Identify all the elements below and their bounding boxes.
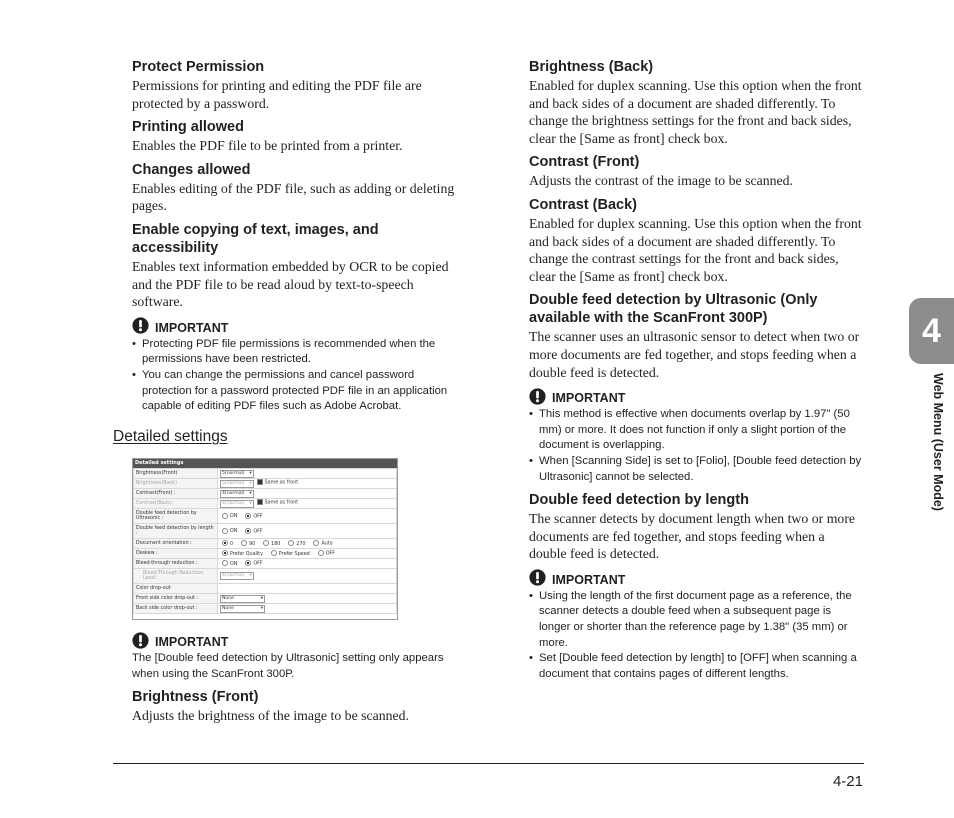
- important-note-4: [529, 569, 864, 683]
- section-changes-allowed: [132, 161, 466, 215]
- section-dfd-ultrasonic: [529, 291, 864, 381]
- section-enable-copying: [132, 221, 466, 311]
- important-icon: [132, 632, 149, 649]
- important-list: [132, 337, 466, 415]
- radio-label: 0: [230, 541, 234, 547]
- list-item: • This method is effective when documents overlap by 1.97" (50 mm) or more. It does not function if only a slight portion of the document is overlapping.: [529, 407, 864, 454]
- row-label: Bleed-through reduction :: [134, 559, 218, 569]
- text-printing-allowed: Enables the PDF file to be printed from a printer.: [132, 138, 403, 154]
- list-item: • When [Scanning Side] is set to [Folio], [Double feed detection by Ultrasonic] cannot be selected.: [529, 454, 864, 485]
- table-row: [134, 549, 397, 559]
- same-as-front-checkbox[interactable]: [257, 499, 263, 505]
- checkbox-label: Same as front: [264, 480, 299, 486]
- list-item: • Using the length of the first document page as a reference, the scanner detects a double feed when a subsequent page is longer or shorter than the reference page by 1.38" (35 mm) or more.: [529, 589, 864, 651]
- section-printing-allowed: [132, 118, 466, 155]
- heading-contrast-back: Contrast (Back): [529, 196, 637, 213]
- radio-label: 270: [296, 541, 306, 547]
- section-contrast-back: [529, 196, 864, 285]
- list-item: • Set [Double feed detection by length] to [OFF] when scanning a document that contains pages of different lengths.: [529, 651, 864, 682]
- brightness-back-select[interactable]: 5(normal) ▾: [220, 480, 254, 488]
- chapter-number: 4: [922, 311, 941, 350]
- important-label: IMPORTANT: [552, 572, 626, 587]
- heading-brightness-front: Brightness (Front): [132, 689, 259, 706]
- text-contrast-front: Adjusts the contrast of the image to be scanned.: [529, 173, 793, 189]
- radio-off[interactable]: [245, 513, 251, 519]
- radio-label: Auto: [321, 541, 333, 547]
- text-dfd-ultrasonic: The scanner uses an ultrasonic sensor to detect when two or more documents are fed together, and stops feeding when a double feed is detected.: [529, 329, 860, 380]
- right-column: [529, 58, 864, 682]
- radio-deskew-off[interactable]: [318, 550, 324, 556]
- text-dfd-length: The scanner detects by document length when two or more documents are fed together, and stops feeding when a double feed is detected.: [529, 511, 856, 562]
- detailed-settings-heading: Detailed settings: [113, 428, 228, 445]
- row-label: Contrast(Front) :: [134, 489, 218, 499]
- section-contrast-front: [529, 153, 864, 190]
- radio-label: OFF: [253, 529, 263, 535]
- heading-brightness-back: Brightness (Back): [529, 59, 654, 75]
- settings-table: [133, 468, 397, 614]
- radio-label: OFF: [253, 561, 263, 567]
- heading-contrast-front: Contrast (Front): [529, 154, 640, 171]
- table-row: [134, 524, 397, 539]
- radio-label: Prefer Speed: [278, 551, 310, 557]
- contrast-front-select[interactable]: 4(normal) ▾: [220, 490, 254, 498]
- table-row: [134, 509, 397, 524]
- radio-label: ON: [230, 514, 238, 520]
- section-dfd-length: [529, 491, 864, 563]
- important-label: IMPORTANT: [155, 635, 229, 649]
- screenshot-title: Detailed settings: [133, 459, 397, 468]
- contrast-back-select[interactable]: 4(normal) ▾: [220, 500, 254, 508]
- left-column-lower: [132, 631, 466, 731]
- important-icon: [529, 388, 546, 405]
- chapter-tab: [909, 298, 954, 364]
- important-icon: [529, 569, 546, 586]
- radio-prefer-quality[interactable]: [222, 550, 228, 556]
- radio-on[interactable]: [222, 513, 228, 519]
- table-row: [134, 469, 397, 479]
- important-text: The [Double feed detection by Ultrasonic] setting only appears when using the ScanFront 300P.: [132, 652, 444, 680]
- important-note-2: [132, 631, 466, 682]
- important-list: [529, 407, 864, 485]
- table-row: [134, 604, 397, 614]
- row-label: Contrast(Back): [134, 499, 218, 509]
- heading-dfd-ultrasonic: Double feed detection by Ultrasonic (Only available with the ScanFront 300P): [529, 292, 818, 327]
- table-row: [134, 594, 397, 604]
- important-label: IMPORTANT: [155, 320, 229, 335]
- table-row: [134, 499, 397, 509]
- list-item: • Protecting PDF file permissions is recommended when the permissions have been restricted.: [132, 337, 466, 368]
- radio-label: ON: [230, 561, 238, 567]
- radio-90[interactable]: [241, 540, 247, 546]
- radio-off[interactable]: [245, 560, 251, 566]
- radio-label: Prefer Quality: [230, 551, 263, 557]
- table-row: [134, 479, 397, 489]
- radio-auto[interactable]: [313, 540, 319, 546]
- radio-label: OFF: [325, 551, 336, 557]
- radio-off[interactable]: [245, 528, 251, 534]
- row-label: Double feed detection by Ultrasonic :: [134, 509, 218, 524]
- left-column: [132, 58, 466, 415]
- front-dropout-select[interactable]: None ▾: [220, 595, 265, 603]
- radio-label: ON: [230, 529, 238, 535]
- table-row: [134, 539, 397, 549]
- bleed-level-select[interactable]: 4(normal) ▾: [220, 572, 254, 580]
- radio-on[interactable]: [222, 560, 228, 566]
- table-row: [134, 489, 397, 499]
- row-label: Double feed detection by length :: [134, 524, 218, 539]
- brightness-front-select[interactable]: 5(normal) ▾: [220, 470, 254, 478]
- row-label: Document orientation :: [134, 539, 218, 549]
- text-changes-allowed: Enables editing of the PDF file, such as adding or deleting pages.: [132, 180, 455, 214]
- text-brightness-back: Enabled for duplex scanning. Use this option when the front and back sides of a document are shaded differently. To change the brightness settings for the front and back sides, clear the [Same as front] check box.: [529, 78, 862, 146]
- row-label: Bleed-Through Reduction Level :: [134, 569, 218, 584]
- heading-enable-copying: Enable copying of text, images, and accessibility: [132, 221, 379, 256]
- side-title: Web Menu (User Mode): [931, 373, 945, 511]
- table-row: [134, 569, 397, 584]
- checkbox-label: Same as front: [264, 500, 299, 506]
- list-item: • You can change the permissions and cancel password protection for a password protected PDF file in an application capable of editing PDF files such as Adobe Acrobat.: [132, 368, 466, 415]
- same-as-front-checkbox[interactable]: [257, 479, 263, 485]
- heading-dfd-length: Double feed detection by length: [529, 492, 749, 509]
- table-row: [134, 559, 397, 569]
- heading-printing-allowed: Printing allowed: [132, 119, 244, 136]
- section-brightness-back: [529, 58, 864, 147]
- radio-prefer-speed[interactable]: [271, 550, 277, 556]
- heading-changes-allowed: Changes allowed: [132, 161, 251, 178]
- text-protect-permission: Permissions for printing and editing the PDF file are protected by a password.: [132, 78, 422, 111]
- radio-270[interactable]: [288, 540, 294, 546]
- row-label: Brightness(Front): [134, 469, 218, 479]
- footer-divider: [113, 763, 864, 764]
- radio-0[interactable]: [222, 540, 228, 546]
- radio-label: 90: [249, 541, 256, 547]
- radio-label: OFF: [253, 514, 263, 520]
- important-list: [529, 589, 864, 683]
- heading-protect-permission: Protect Permission: [132, 59, 265, 75]
- section-brightness-front: [132, 688, 466, 725]
- back-dropout-select[interactable]: None ▾: [220, 605, 265, 613]
- row-label: Deskew :: [134, 549, 218, 559]
- important-note-1: [132, 317, 466, 415]
- table-row: [134, 584, 397, 594]
- text-brightness-front: Adjusts the brightness of the image to be scanned.: [132, 708, 410, 724]
- section-protect-permission: [132, 58, 466, 112]
- radio-on[interactable]: [222, 528, 228, 534]
- row-label: Color drop-out: [134, 584, 218, 594]
- radio-label: 180: [271, 541, 281, 547]
- text-enable-copying: Enables text information embedded by OCR to be copied and the PDF file to be read aloud by text-to-speech software.: [132, 258, 449, 310]
- row-label: Brightness(Back): [134, 479, 218, 489]
- row-label: Back side color drop-out :: [134, 604, 218, 614]
- page-number: 4-21: [832, 773, 863, 790]
- important-label: IMPORTANT: [552, 391, 626, 406]
- row-label: Front side color drop-out :: [134, 594, 218, 604]
- important-note-3: [529, 387, 864, 485]
- important-icon: [132, 317, 149, 334]
- text-contrast-back: Enabled for duplex scanning. Use this option when the front and back sides of a document are shaded differently. To change the contrast settings for the front and back sides, clear the [Same as front] check box.: [529, 215, 862, 284]
- radio-180[interactable]: [263, 540, 269, 546]
- detailed-settings-screenshot: [132, 458, 398, 620]
